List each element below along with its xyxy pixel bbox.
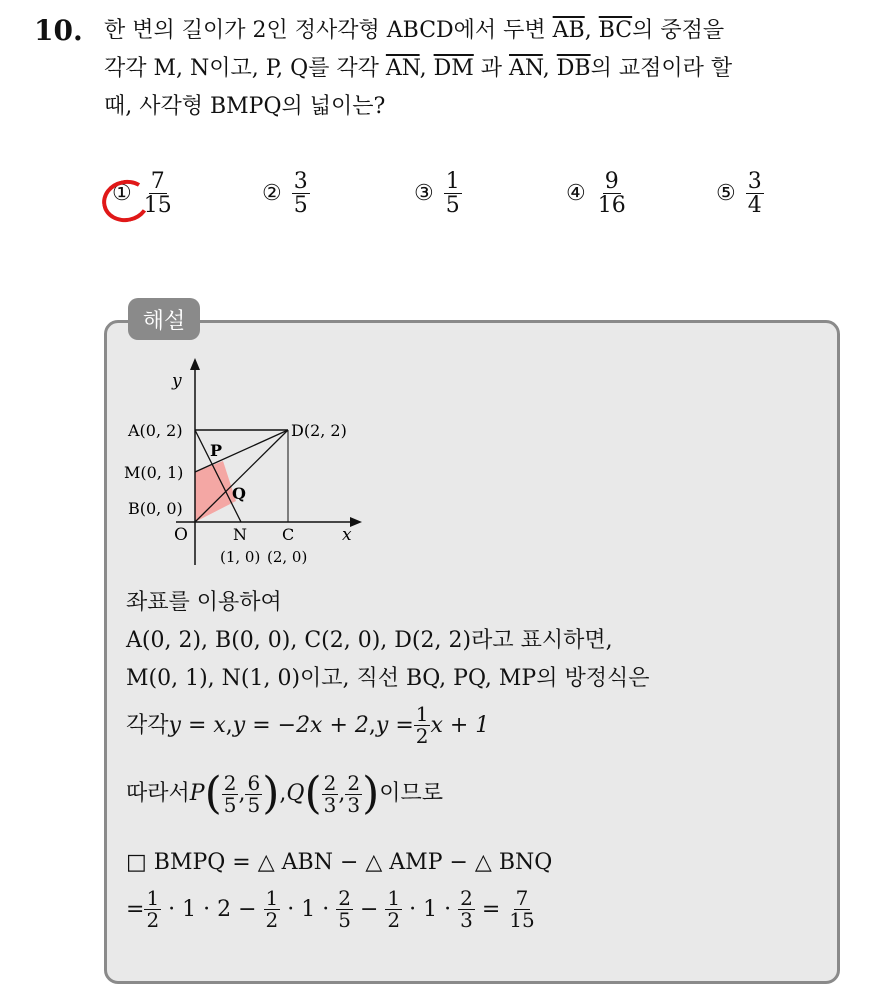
choice-2[interactable]: ② $\frac{3}{5}$: [262, 169, 308, 219]
label-a: A(0, 2): [128, 421, 183, 440]
question-line-3: 때, 사각형 BMPQ의 넓이는?: [104, 94, 386, 119]
label-p: P: [210, 441, 223, 460]
choice-4[interactable]: ④ $\frac{9}{16}$: [566, 169, 626, 219]
label-n: N: [233, 525, 247, 544]
coordinate-figure: [116, 350, 376, 580]
choice-1[interactable]: ① $\frac{7}{15}$: [112, 169, 172, 219]
solution-line-7: = $\frac{1}{2}$ · 1 · 2 − $\frac{1}{2}$ · 1 · $\frac{2}{5}$ − $\frac{1}{2}$ · 1 · $\frac{2}{3}$ = $\frac{7}{15}$: [126, 886, 535, 932]
label-q: Q: [232, 484, 246, 503]
choice-3[interactable]: ③ $\frac{1}{5}$: [414, 169, 460, 219]
y-axis-arrow: [190, 358, 200, 370]
label-d: D(2, 2): [291, 421, 347, 440]
question-line-1: 한 변의 길이가 2인 정사각형 ABCD에서 두변 $\overline{AB}$, $\overline{BC}$의 중점을: [104, 18, 725, 43]
x-axis-label: x: [342, 525, 352, 545]
solution-line-4: 각각 y = x , y = −2x + 2 , y = $\frac{1}{2}$ x + 1: [126, 702, 490, 748]
label-o: O: [174, 525, 188, 545]
solution-line-1: 좌표를 이용하여: [126, 590, 282, 615]
segment-dm: [195, 430, 288, 472]
label-b: B(0, 0): [128, 499, 183, 518]
label-c-coord: (2, 0): [267, 548, 308, 566]
solution-line-2: A(0, 2), B(0, 0), C(2, 0), D(2, 2)라고 표시하면,: [126, 628, 613, 653]
label-m: M(0, 1): [124, 463, 184, 482]
solution-line-5: 따라서 P ( $\frac{2}{5}$ , $\frac{6}{5}$ ) , Q ( $\frac{2}{3}$ , $\frac{2}{3}$ ) 이므로: [126, 768, 444, 819]
choice-5[interactable]: ⑤ $\frac{3}{4}$: [716, 169, 762, 219]
y-axis-label: y: [172, 371, 182, 391]
question-line-2: 각각 M, N이고, P, Q를 각각 $\overline{AN}$, $\overline{DM}$ 과 $\overline{AN}$, $\overline{DB}$의 교점이라 할: [104, 56, 733, 81]
solution-tag: 해설: [128, 298, 200, 340]
solution-line-3: M(0, 1), N(1, 0)이고, 직선 BQ, PQ, MP의 방정식은: [126, 666, 650, 691]
x-axis-arrow: [350, 517, 362, 527]
solution-line-6: □ BMPQ = △ ABN − △ AMP − △ BNQ: [126, 850, 553, 875]
label-c: C: [282, 525, 295, 544]
question-number: 10.: [34, 14, 83, 47]
label-n-coord: (1, 0): [220, 548, 261, 566]
